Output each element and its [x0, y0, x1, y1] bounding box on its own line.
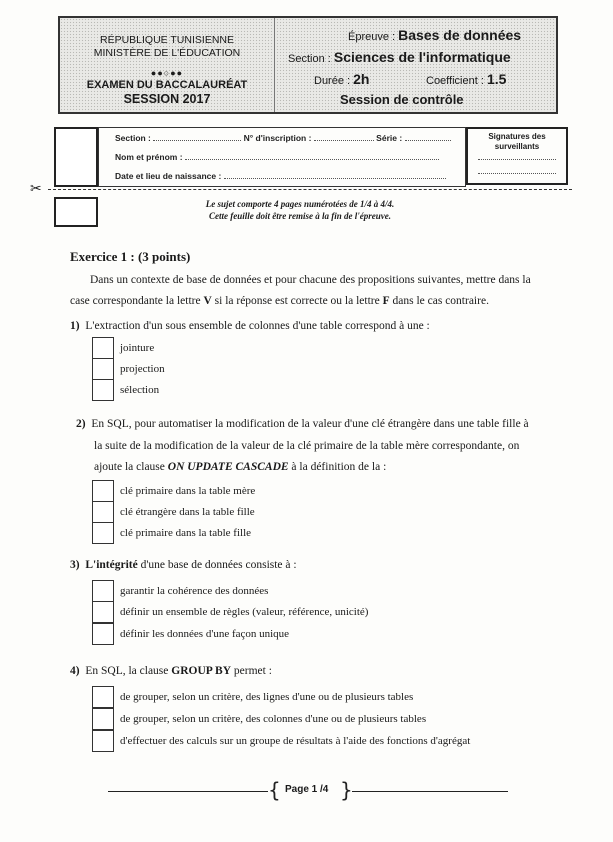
exam-name: EXAMEN DU BACCALAURÉAT	[86, 79, 248, 91]
footer-rule-right	[352, 791, 508, 792]
answer-box-q2-c[interactable]	[92, 522, 114, 544]
session-year: SESSION 2017	[123, 92, 211, 106]
duree-value: 2h	[353, 71, 370, 87]
answer-box-q2-b[interactable]	[92, 501, 114, 523]
coefficient-label: Coefficient :	[426, 75, 484, 87]
question-2-line-3: ajoute la clause ON UPDATE CASCADE à la définition de la :	[94, 461, 387, 473]
duree-label: Durée :	[314, 75, 351, 87]
answer-box-q4-c[interactable]	[92, 730, 114, 752]
info-inscription-label: N° d'inscription :	[243, 133, 312, 143]
answer-box-q3-c[interactable]	[92, 623, 114, 645]
answer-box-q1-b[interactable]	[92, 358, 114, 380]
answer-box-q1-c[interactable]	[92, 379, 114, 401]
signatures-title: Signatures des surveillants	[488, 132, 546, 151]
cut-line	[48, 189, 572, 190]
option-q4-b: de grouper, selon un critère, des colonnes d'une ou de plusieurs tables	[120, 713, 427, 725]
option-q1-c: sélection	[120, 384, 160, 396]
question-4: 4) En SQL, la clause GROUP BY permet :	[70, 665, 272, 677]
option-q3-b: définir un ensemble de règles (valeur, référence, unicité)	[120, 606, 369, 618]
option-q1-a: jointure	[120, 342, 155, 354]
answer-box-q4-b[interactable]	[92, 708, 114, 730]
brace-left: {	[268, 778, 281, 802]
candidate-info-box	[98, 127, 466, 187]
option-q2-c: clé primaire dans la table fille	[120, 527, 252, 539]
exercise-intro-2: case correspondante la lettre V si la réponse est correcte ou la lettre F dans le cas contraire.	[70, 295, 489, 307]
answer-box-q1-a[interactable]	[92, 337, 114, 359]
code-box	[54, 197, 98, 227]
answer-box-q2-a[interactable]	[92, 480, 114, 502]
answer-box-q3-b[interactable]	[92, 601, 114, 623]
option-q1-b: projection	[120, 363, 165, 375]
option-q3-a: garantir la cohérence des données	[120, 585, 269, 597]
info-serie-label: Série :	[376, 133, 403, 143]
page-number: Page 1 /4	[285, 784, 329, 795]
question-2-line-1: 2) En SQL, pour automatiser la modification de la valeur d'une clé étrangère dans une table fille à	[76, 418, 529, 430]
exercise-intro-1: Dans un contexte de base de données et pour chacune des propositions suivantes, mettre dans la	[90, 274, 531, 286]
question-1: 1) L'extraction d'un sous ensemble de colonnes d'une table correspond à une :	[70, 320, 430, 332]
option-q3-c: définir les données d'une façon unique	[120, 628, 290, 640]
header-exam-details	[274, 18, 556, 112]
epreuve-label: Épreuve :	[348, 31, 396, 43]
option-q4-c: d'effectuer des calculs sur un groupe de résultats à l'aide des fonctions d'agrégat	[120, 735, 471, 747]
instructions-note: Le sujet comporte 4 pages numérotées de 1/4 à 4/4. Cette feuille doit être remise à la fin de l'épreuve.	[205, 199, 395, 221]
country-name: RÉPUBLIQUE TUNISIENNE	[99, 34, 234, 46]
answer-box-q4-a[interactable]	[92, 686, 114, 708]
grade-box	[54, 127, 98, 187]
exercise-title: Exercice 1 : (3 points)	[70, 249, 191, 264]
footer-rule-left	[108, 791, 268, 792]
header-institution	[60, 18, 275, 112]
brace-right: }	[340, 778, 353, 802]
signatures-box	[466, 127, 568, 185]
section-label: Section :	[288, 53, 331, 65]
session-type: Session de contrôle	[340, 92, 464, 107]
question-3: 3) L'intégrité d'une base de données consiste à :	[70, 559, 297, 571]
ministry-name: MINISTÈRE DE L'ÉDUCATION	[93, 47, 241, 59]
answer-box-q3-a[interactable]	[92, 580, 114, 602]
option-q2-b: clé étrangère dans la table fille	[120, 506, 255, 518]
info-date-label: Date et lieu de naissance :	[115, 171, 222, 181]
option-q4-a: de grouper, selon un critère, des lignes d'une ou de plusieurs tables	[120, 691, 414, 703]
exam-header	[58, 16, 558, 114]
info-nom-label: Nom et prénom :	[115, 152, 183, 162]
ornament: ●●○●●	[150, 68, 184, 78]
coefficient-value: 1.5	[486, 71, 507, 87]
question-2-line-2: la suite de la modification de la valeur de la clé primaire de la table mère correspondante, on	[94, 440, 520, 452]
section-value: Sciences de l'informatique	[333, 49, 511, 65]
scissors-icon: ✂	[30, 181, 42, 197]
option-q2-a: clé primaire dans la table mère	[120, 485, 256, 497]
epreuve-value: Bases de données	[398, 27, 522, 43]
info-section-label: Section :	[115, 133, 151, 143]
